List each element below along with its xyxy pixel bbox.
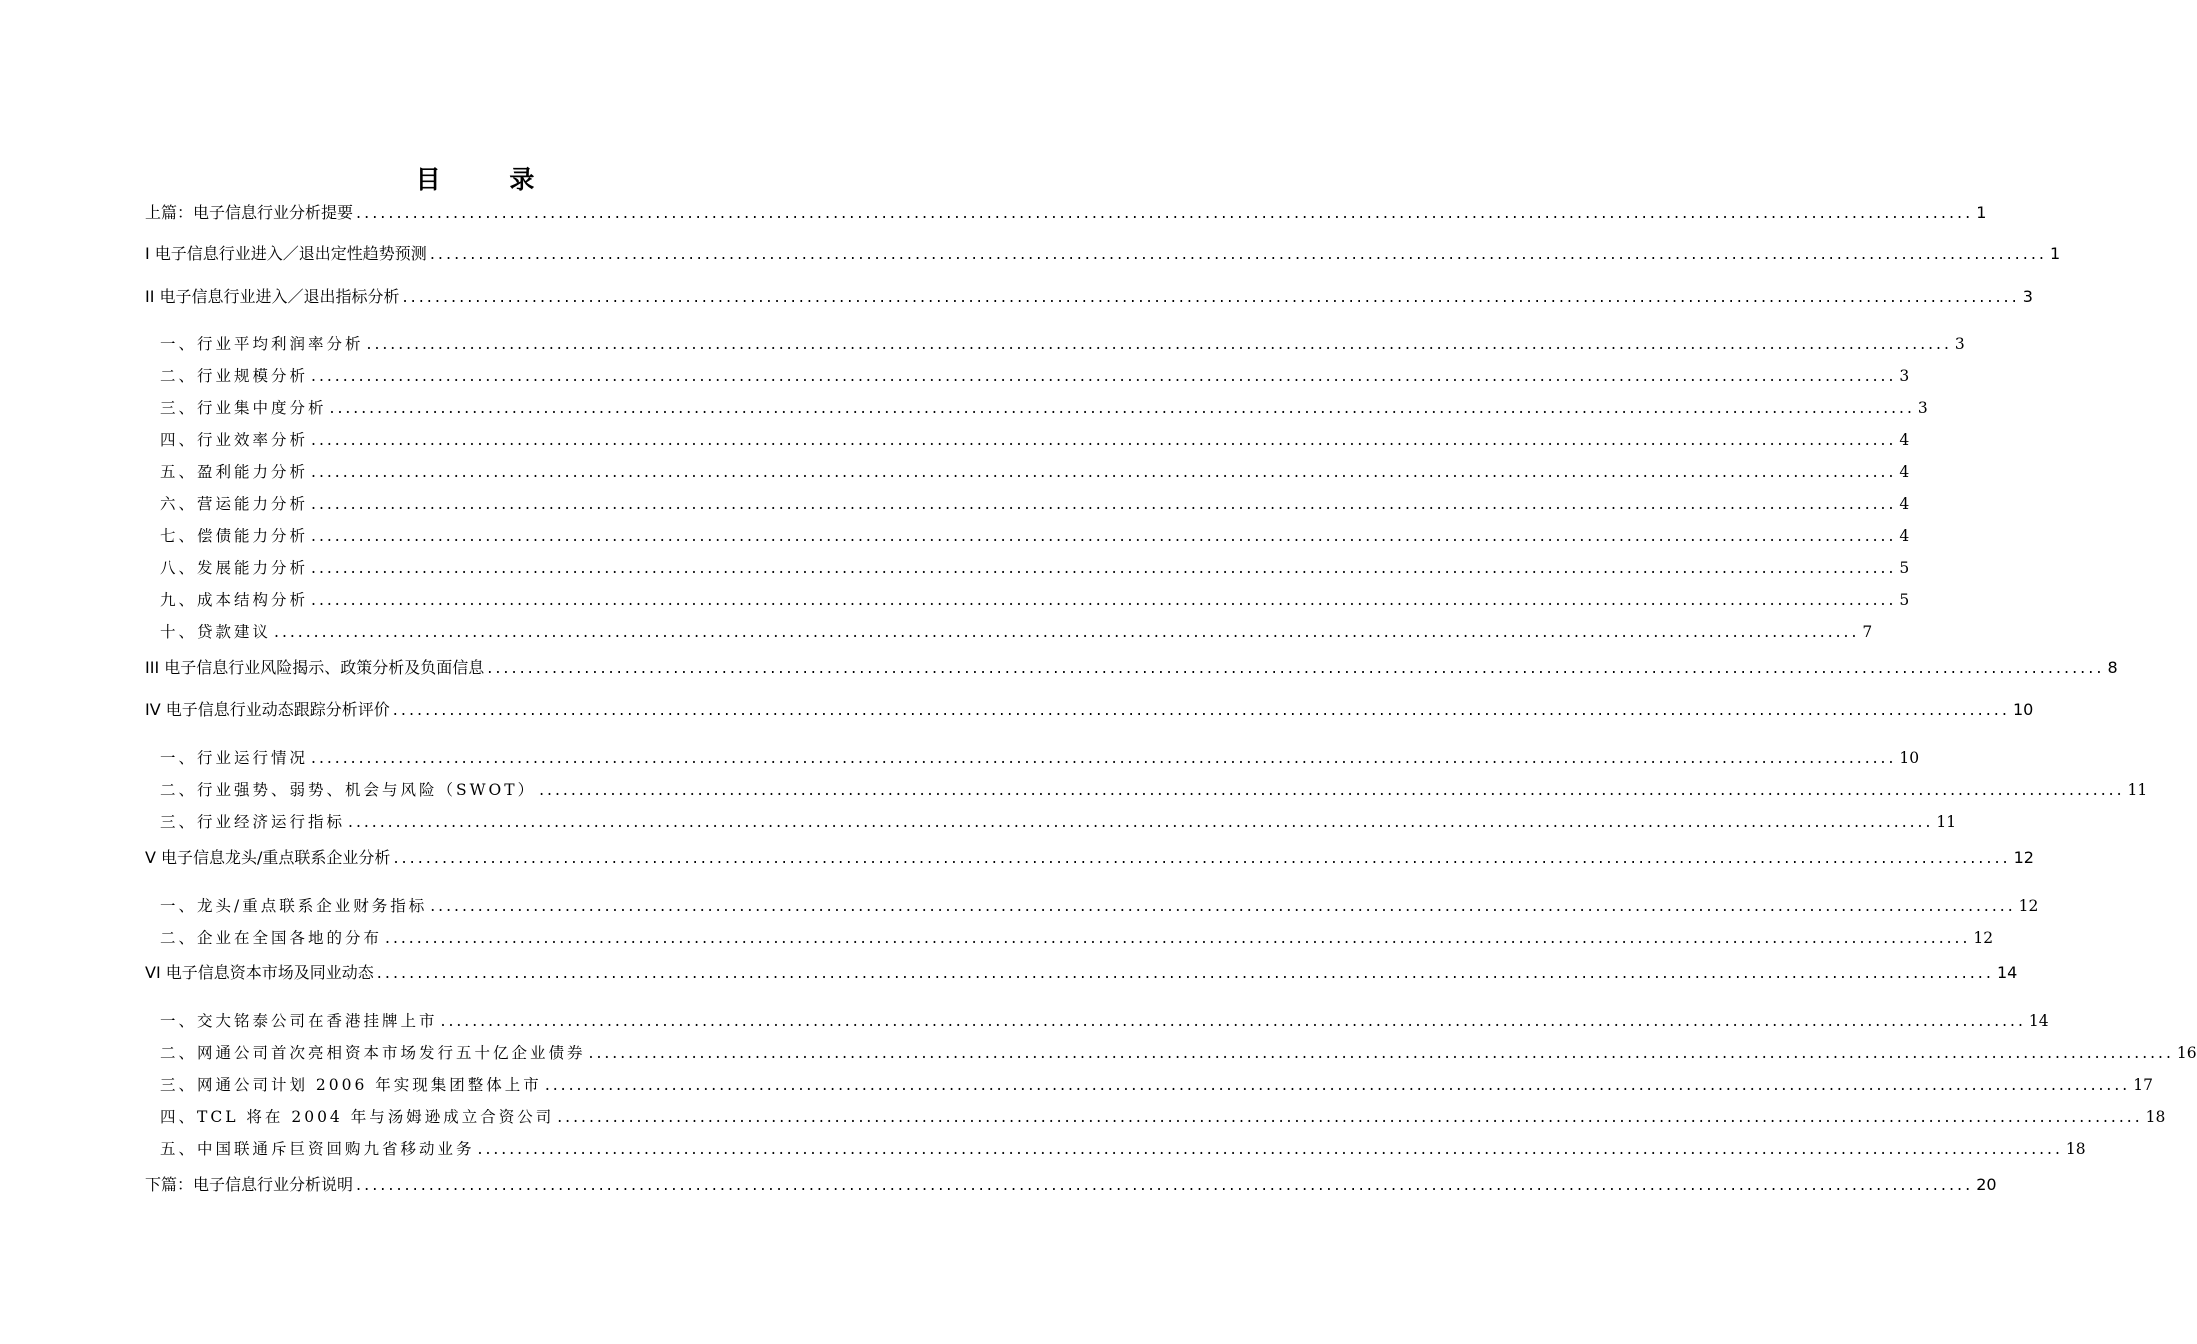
toc-entry-label: 二、网通公司首次亮相资本市场发行五十亿企业债券 bbox=[160, 1044, 586, 1062]
toc-entry[interactable] bbox=[160, 746, 1920, 768]
toc-entry-label: 五、中国联通斥巨资回购九省移动业务 bbox=[160, 1140, 475, 1158]
toc-entry[interactable] bbox=[145, 655, 2118, 678]
toc-entry-page-number: 3 bbox=[1917, 399, 1928, 417]
toc-entry-page-number: 18 bbox=[2065, 1140, 2086, 1158]
toc-entry[interactable] bbox=[160, 460, 1910, 482]
toc-entry-page-number: 3 bbox=[2022, 287, 2033, 306]
toc-entry-label: 一、行业平均利润率分析 bbox=[160, 335, 364, 353]
toc-leader-dots: ........................................................................................................................................................................................................ bbox=[356, 1175, 1974, 1194]
toc-entry-label: 二、行业规模分析 bbox=[160, 367, 309, 385]
toc-entry[interactable] bbox=[160, 1041, 2197, 1063]
toc-leader-dots: ........................................................................................................................................................................................................ bbox=[430, 897, 2016, 915]
toc-entry-label: I 电子信息行业进入／退出定性趋势预测 bbox=[145, 244, 427, 263]
toc-leader-dots: ........................................................................................................................................................................................................ bbox=[311, 463, 1897, 481]
toc-leader-dots: ........................................................................................................................................................................................................ bbox=[392, 700, 2010, 719]
toc-entry-page-number: 1 bbox=[2050, 244, 2061, 263]
toc-entry-label: 三、网通公司计划 2006 年实现集团整体上市 bbox=[160, 1076, 542, 1094]
toc-entry[interactable] bbox=[145, 200, 1987, 223]
toc-entry[interactable] bbox=[145, 284, 2033, 307]
toc-leader-dots: ........................................................................................................................................................................................................ bbox=[402, 287, 2020, 306]
toc-entry-page-number: 5 bbox=[1899, 559, 1910, 577]
toc-leader-dots: ........................................................................................................................................................................................................ bbox=[429, 244, 2047, 263]
toc-entry-label: II 电子信息行业进入／退出指标分析 bbox=[145, 287, 400, 306]
toc-entry-page-number: 4 bbox=[1899, 495, 1910, 513]
toc-leader-dots: ........................................................................................................................................................................................................ bbox=[348, 813, 1934, 831]
toc-entry[interactable] bbox=[160, 620, 1873, 642]
toc-entry-page-number: 11 bbox=[2127, 781, 2148, 799]
toc-leader-dots: ........................................................................................................................................................................................................ bbox=[557, 1108, 2143, 1126]
toc-leader-dots: ........................................................................................................................................................................................................ bbox=[440, 1012, 2026, 1030]
toc-entry[interactable] bbox=[160, 1105, 2166, 1127]
toc-entry-label: 下篇：电子信息行业分析说明 bbox=[145, 1175, 354, 1194]
toc-entry-label: 上篇：电子信息行业分析提要 bbox=[145, 203, 354, 222]
toc-entry-page-number: 3 bbox=[1899, 367, 1910, 385]
toc-leader-dots: ........................................................................................................................................................................................................ bbox=[356, 203, 1974, 222]
toc-entry[interactable] bbox=[160, 428, 1910, 450]
toc-leader-dots: ........................................................................................................................................................................................................ bbox=[376, 963, 1994, 982]
toc-entry[interactable] bbox=[160, 894, 2039, 916]
toc-leader-dots: ........................................................................................................................................................................................................ bbox=[274, 623, 1860, 641]
toc-entry-page-number: 18 bbox=[2145, 1108, 2166, 1126]
toc-entry-label: 二、企业在全国各地的分布 bbox=[160, 929, 383, 947]
toc-entry-page-number: 14 bbox=[1996, 963, 2018, 982]
toc-leader-dots: ........................................................................................................................................................................................................ bbox=[487, 658, 2105, 677]
toc-entry-label: 八、发展能力分析 bbox=[160, 559, 309, 577]
toc-entry-page-number: 1 bbox=[1976, 203, 1987, 222]
toc-entry-label: 七、偿债能力分析 bbox=[160, 527, 309, 545]
toc-entry-page-number: 17 bbox=[2133, 1076, 2153, 1094]
toc-entry-label: V 电子信息龙头/重点联系企业分析 bbox=[145, 848, 391, 867]
toc-entry[interactable] bbox=[160, 926, 1994, 948]
toc-entry[interactable] bbox=[160, 810, 1957, 832]
toc-leader-dots: ........................................................................................................................................................................................................ bbox=[311, 591, 1897, 609]
toc-leader-dots: ........................................................................................................................................................................................................ bbox=[311, 749, 1897, 767]
toc-entry[interactable] bbox=[160, 396, 1928, 418]
toc-entry-page-number: 4 bbox=[1899, 527, 1910, 545]
toc-entry[interactable] bbox=[160, 778, 2148, 800]
toc-entry-page-number: 16 bbox=[2176, 1044, 2197, 1062]
toc-entry[interactable] bbox=[160, 492, 1910, 514]
toc-title: 目 录 bbox=[415, 165, 565, 194]
toc-entry-page-number: 5 bbox=[1899, 591, 1910, 609]
toc-entry-label: 六、营运能力分析 bbox=[160, 495, 309, 513]
toc-entry-label: 三、行业经济运行指标 bbox=[160, 813, 346, 831]
toc-leader-dots: ........................................................................................................................................................................................................ bbox=[366, 335, 1952, 353]
toc-entry-page-number: 10 bbox=[2012, 700, 2034, 719]
toc-entry[interactable] bbox=[160, 1073, 2153, 1095]
toc-entry-label: 一、交大铭泰公司在香港挂牌上市 bbox=[160, 1012, 438, 1030]
toc-entry-label: VI 电子信息资本市场及同业动态 bbox=[145, 963, 374, 982]
toc-entry-page-number: 12 bbox=[1973, 929, 1994, 947]
toc-entry-label: 四、行业效率分析 bbox=[160, 431, 309, 449]
toc-entry-page-number: 8 bbox=[2107, 658, 2118, 677]
toc-entry-label: 十、贷款建议 bbox=[160, 623, 272, 641]
toc-entry-page-number: 12 bbox=[2013, 848, 2034, 867]
toc-entry-page-number: 4 bbox=[1899, 431, 1910, 449]
toc-entry-page-number: 3 bbox=[1954, 335, 1965, 353]
toc-entry-label: III 电子信息行业风险揭示、政策分析及负面信息 bbox=[145, 658, 485, 677]
toc-leader-dots: ........................................................................................................................................................................................................ bbox=[329, 399, 1915, 417]
toc-entry-page-number: 11 bbox=[1936, 813, 1957, 831]
toc-leader-dots: ........................................................................................................................................................................................................ bbox=[311, 559, 1897, 577]
toc-entry[interactable] bbox=[160, 364, 1910, 386]
toc-leader-dots: ........................................................................................................................................................................................................ bbox=[311, 495, 1897, 513]
toc-entry-label: 二、行业强势、弱势、机会与风险（SWOT） bbox=[160, 781, 537, 799]
toc-leader-dots: ........................................................................................................................................................................................................ bbox=[311, 527, 1897, 545]
toc-entry-page-number: 7 bbox=[1862, 623, 1873, 641]
toc-leader-dots: ........................................................................................................................................................................................................ bbox=[393, 848, 2011, 867]
toc-entry-label: 一、龙头/重点联系企业财务指标 bbox=[160, 897, 428, 915]
toc-entry-label: 九、成本结构分析 bbox=[160, 591, 309, 609]
toc-entry[interactable] bbox=[160, 588, 1910, 610]
toc-leader-dots: ........................................................................................................................................................................................................ bbox=[539, 781, 2125, 799]
toc-entry-label: 四、TCL 将在 2004 年与汤姆逊成立合资公司 bbox=[160, 1108, 555, 1126]
toc-entry[interactable] bbox=[160, 1009, 2049, 1031]
toc-entry[interactable] bbox=[160, 1137, 2086, 1159]
toc-entry[interactable] bbox=[160, 556, 1910, 578]
toc-entry-page-number: 12 bbox=[2018, 897, 2039, 915]
toc-entry[interactable] bbox=[145, 845, 2034, 868]
toc-leader-dots: ........................................................................................................................................................................................................ bbox=[311, 367, 1897, 385]
toc-entry-page-number: 20 bbox=[1976, 1175, 1997, 1194]
toc-entry-label: 一、行业运行情况 bbox=[160, 749, 309, 767]
toc-entry[interactable] bbox=[160, 524, 1910, 546]
toc-leader-dots: ........................................................................................................................................................................................................ bbox=[311, 431, 1897, 449]
toc-entry-label: 三、行业集中度分析 bbox=[160, 399, 327, 417]
toc-entry[interactable] bbox=[160, 332, 1965, 354]
toc-entry-label: 五、盈利能力分析 bbox=[160, 463, 309, 481]
toc-leader-dots: ........................................................................................................................................................................................................ bbox=[477, 1140, 2063, 1158]
toc-entry[interactable] bbox=[145, 1172, 1997, 1195]
toc-entry[interactable] bbox=[145, 960, 2018, 983]
toc-entry-page-number: 10 bbox=[1899, 749, 1920, 767]
toc-entry-page-number: 4 bbox=[1899, 463, 1910, 481]
toc-entry[interactable] bbox=[145, 697, 2034, 720]
toc-entry-label: IV 电子信息行业动态跟踪分析评价 bbox=[145, 700, 390, 719]
toc-entry-page-number: 14 bbox=[2028, 1012, 2049, 1030]
toc-leader-dots: ........................................................................................................................................................................................................ bbox=[588, 1044, 2174, 1062]
toc-leader-dots: ........................................................................................................................................................................................................ bbox=[544, 1076, 2131, 1094]
toc-entry[interactable] bbox=[145, 241, 2061, 264]
toc-leader-dots: ........................................................................................................................................................................................................ bbox=[385, 929, 1971, 947]
